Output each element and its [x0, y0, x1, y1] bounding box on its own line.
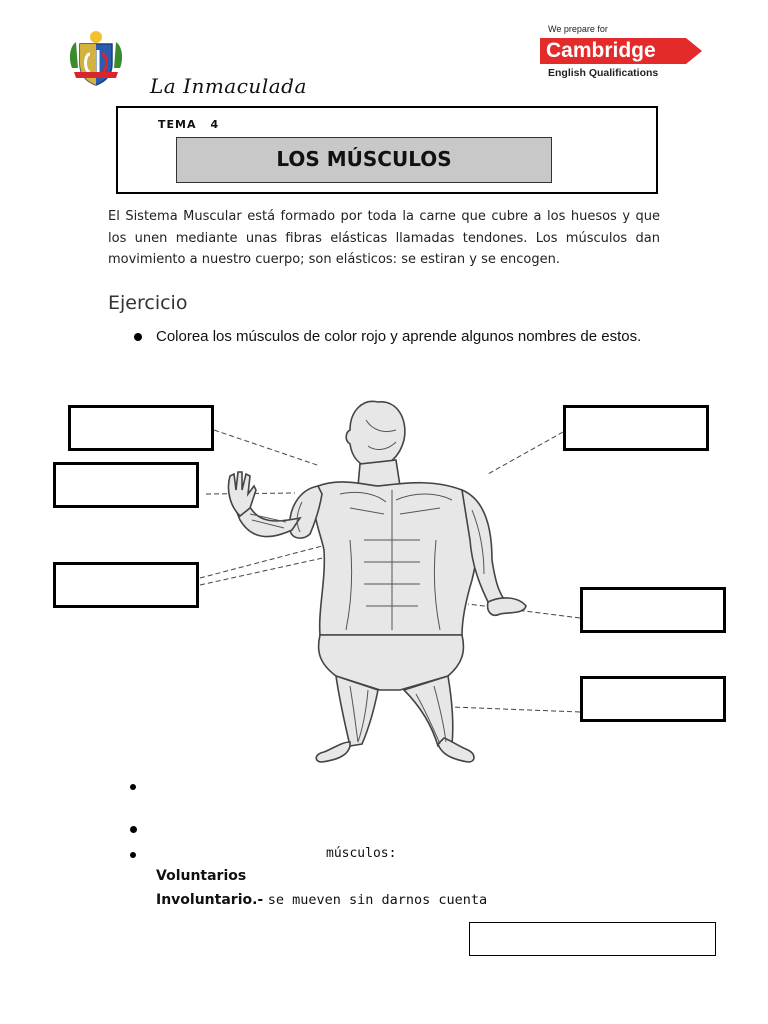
tema-number: 4	[210, 118, 220, 131]
school-name: La Inmaculada	[150, 74, 307, 98]
involuntario-line	[156, 892, 487, 908]
cambridge-tagline: We prepare for	[548, 24, 608, 34]
musculos-text: músculos:	[326, 846, 397, 861]
involuntario-description: se mueven sin darnos cuenta	[267, 892, 488, 908]
exercise-instruction-text: Colorea los músculos de color rojo y aprende algunos nombres de estos.	[156, 328, 642, 345]
page-title: LOS MÚSCULOS	[176, 137, 552, 183]
bullet-icon	[130, 784, 136, 790]
muscle-figure-illustration	[200, 390, 540, 770]
involuntario-label: Involuntario.-	[156, 892, 264, 908]
cambridge-wordmark: Cambridge	[546, 39, 656, 62]
intro-paragraph: El Sistema Muscular está formado por toda la carne que cubre a los huesos y que los unen mediante unas fibras elásticas llamadas tendones. Los músculos dan movimiento a nuestro cuerpo; son elásticos: se estiran y se encogen.	[108, 209, 660, 267]
bullet-icon	[130, 826, 137, 833]
cambridge-subtitle: English Qualifications	[548, 67, 659, 79]
bullet-icon	[130, 852, 136, 858]
answer-box[interactable]	[469, 922, 716, 956]
tema-word: TEMA	[158, 118, 197, 131]
exercise-heading: Ejercicio	[108, 292, 188, 314]
voluntarios-label: Voluntarios	[156, 868, 247, 884]
